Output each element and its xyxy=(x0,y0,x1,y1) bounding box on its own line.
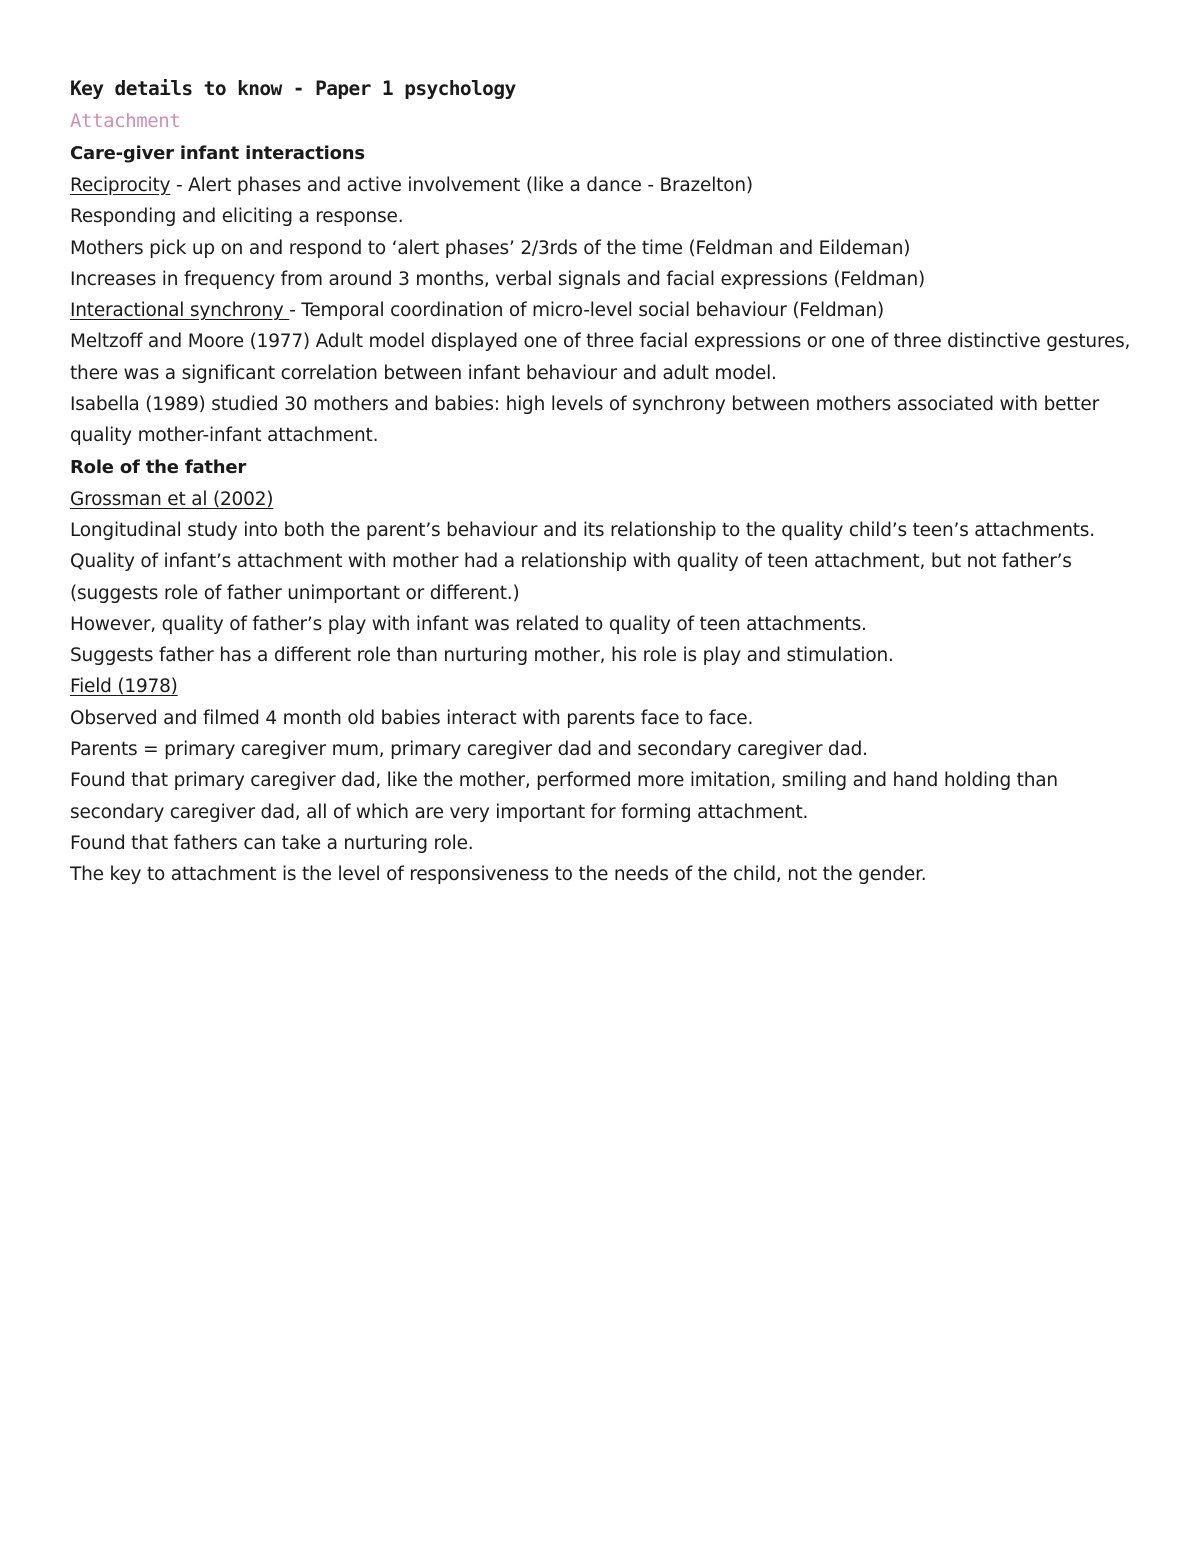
field-term: Field (1978) xyxy=(70,676,178,698)
text-line: Found that fathers can take a nurturing role. xyxy=(70,832,474,854)
section-title: Attachment xyxy=(70,110,181,132)
text-line: However, quality of father’s play with infant was related to quality of teen attachments. xyxy=(70,613,867,635)
text-line: Responding and eliciting a response. xyxy=(70,206,404,228)
reciprocity-text: - Alert phases and active involvement (like a dance - Brazelton) xyxy=(170,175,753,196)
reciprocity-line xyxy=(70,170,1140,201)
meltzoff-paragraph: Meltzoff and Moore (1977) Adult model displayed one of three facial expressions or one of three distinctive gestures, there was a significant correlation between infant behaviour and adult model. xyxy=(70,331,1131,384)
page-title: Key details to know - Paper 1 psychology xyxy=(70,77,516,100)
care-giver-heading: Care-giver infant interactions xyxy=(70,143,365,164)
text-line: Suggests father has a different role than nurturing mother, his role is play and stimulation. xyxy=(70,645,894,667)
synchrony-line xyxy=(70,295,1140,326)
synchrony-term: Interactional synchrony xyxy=(70,300,290,322)
document-page xyxy=(70,72,1140,891)
isabella-paragraph: Isabella (1989) studied 30 mothers and babies: high levels of synchrony between mothers associated with better quality mother-infant attachment. xyxy=(70,394,1099,447)
text-paragraph: Found that primary caregiver dad, like the mother, performed more imitation, smiling and hand holding than secondary caregiver dad, all of which are very important for forming attachment. xyxy=(70,770,1058,823)
text-line: Mothers pick up on and respond to ‘alert phases’ 2/3rds of the time (Feldman and Eildeman) xyxy=(70,237,911,259)
grossman-term: Grossman et al (2002) xyxy=(70,488,274,510)
father-heading: Role of the father xyxy=(70,456,247,478)
text-line: Increases in frequency from around 3 months, verbal signals and facial expressions (Feldman) xyxy=(70,268,925,290)
reciprocity-term: Reciprocity xyxy=(70,175,171,196)
text-paragraph: Quality of infant’s attachment with mother had a relationship with quality of teen attachment, but not father’s (suggests role of father unimportant or different.) xyxy=(70,551,1072,604)
synchrony-text: - Temporal coordination of micro-level social behaviour (Feldman) xyxy=(289,300,885,322)
text-line: Observed and filmed 4 month old babies interact with parents face to face. xyxy=(70,707,754,729)
text-line: Longitudinal study into both the parent’s behaviour and its relationship to the quality child’s teen’s attachments. xyxy=(70,519,1095,541)
text-line: Parents = primary caregiver mum, primary caregiver dad and secondary caregiver dad. xyxy=(70,739,868,761)
text-line: The key to attachment is the level of responsiveness to the needs of the child, not the gender. xyxy=(70,864,927,886)
